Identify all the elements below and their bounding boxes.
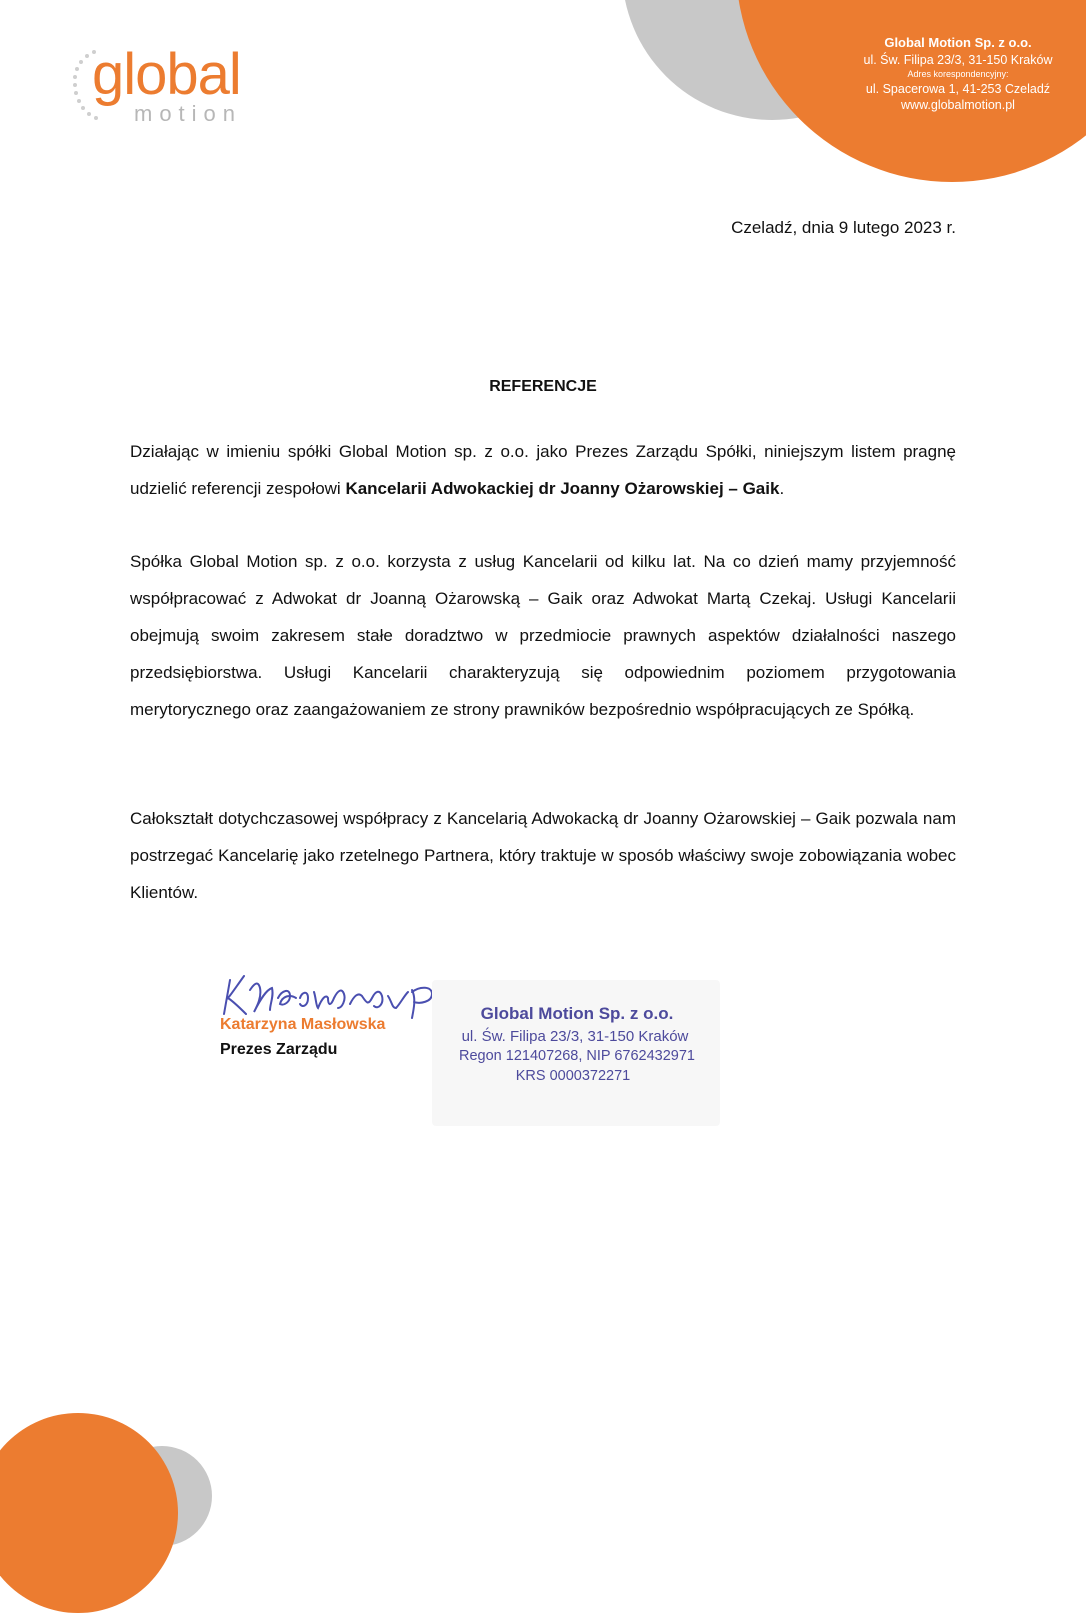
logo-subword: motion xyxy=(134,101,243,126)
decor-orange-circle-bottom xyxy=(0,1413,178,1613)
company-address: ul. Św. Filipa 23/3, 31-150 Kraków xyxy=(863,52,1053,67)
letter-date: Czeladź, dnia 9 lutego 2023 r. xyxy=(731,218,956,237)
paragraph-3: Całokształt dotychczasowej współpracy z Kancelarią Adwokacką dr Joanny Ożarowskiej – Gaik pozwala nam postrzegać Kancelarię jako rzetelnego Partnera, który traktuje w sposób właściwy swoje zobowiązania wobec Klientów. xyxy=(130,809,956,902)
company-stamp xyxy=(432,980,720,1126)
letter-title: REFERENCJE xyxy=(489,378,597,395)
paragraph-1 xyxy=(130,433,956,507)
company-website: www.globalmotion.pl xyxy=(901,98,1015,113)
stamp-address: ul. Św. Filipa 23/3, 31-150 Kraków xyxy=(461,1028,689,1045)
paragraph-1-text: Działając w imieniu spółki Global Motion sp. z o.o. jako Prezes Zarządu Spółki, niniejszym listem pragnę udzielić referencji zespołowi xyxy=(130,442,956,498)
law-firm-name: Kancelarii Adwokackiej dr Joanny Ożarowskiej – Gaik xyxy=(345,479,780,498)
stamp-krs: KRS 0000372271 xyxy=(515,1068,631,1084)
company-logo xyxy=(72,42,272,126)
paragraph-1-end: . xyxy=(779,479,785,498)
signatory-name: Katarzyna Masłowska xyxy=(220,1016,386,1033)
signatory-role: Prezes Zarządu xyxy=(220,1041,338,1058)
stamp-regon-nip: Regon 121407268, NIP 6762432971 xyxy=(459,1048,695,1064)
company-name: Global Motion Sp. z o.o. xyxy=(884,35,1032,50)
correspondence-label: Adres korespondencyjny: xyxy=(907,69,1009,80)
paragraph-2: Spółka Global Motion sp. z o.o. korzysta z usług Kancelarii od kilku lat. Na co dzień mamy przyjemność współpracować z Adwokat dr Joanną Ożarowską – Gaik oraz Adwokat Martą Czekaj. Usługi Kancelarii obejmują swoim zakresem stałe doradztwo w przedmiocie prawnych aspektów działalności naszego przedsiębiorstwa. Usługi Kancelarii charakteryzują się odpowiednim poziomem przygotowania merytorycznego oraz zaangażowaniem ze strony prawników bezpośrednio współpracujących ze Spółką. xyxy=(130,552,956,719)
stamp-company-name: Global Motion Sp. z o.o. xyxy=(480,1004,674,1023)
company-header xyxy=(808,34,1086,114)
correspondence-address: ul. Spacerowa 1, 41-253 Czeladź xyxy=(865,81,1051,96)
logo-word: global xyxy=(92,42,241,107)
